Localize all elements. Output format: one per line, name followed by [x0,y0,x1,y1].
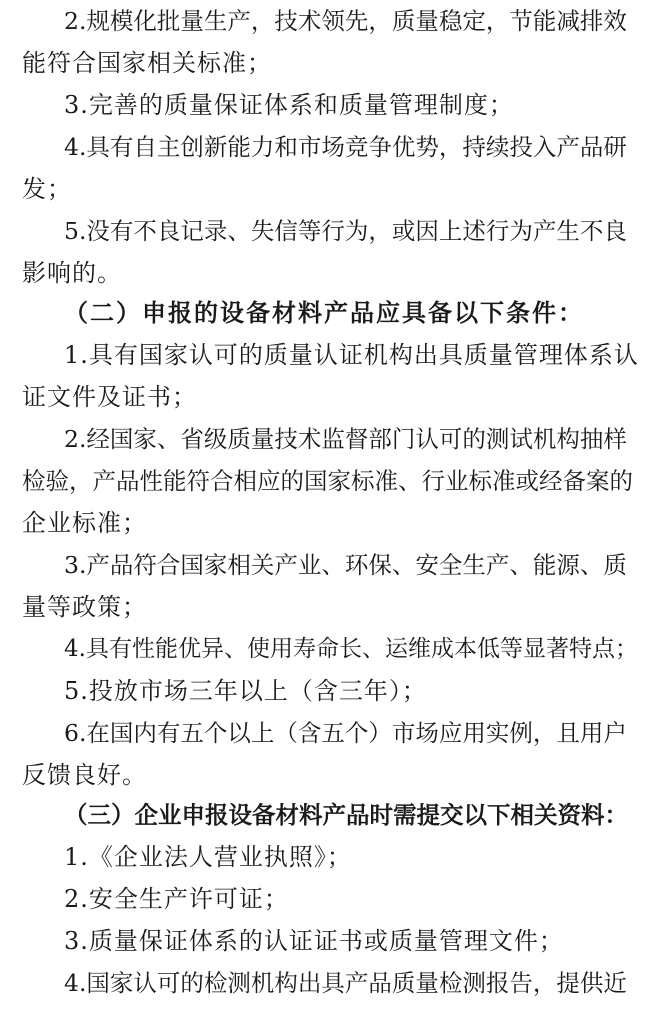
material-4-inspection-report: 4.国家认可的检测机构出具产品质量检测报告，提供近 [64,969,627,997]
cond-3-policy-line-1: 3.产品符合国家相关产业、环保、安全生产、能源、质 [64,551,627,579]
material-2-safety-permit: 2.安全生产许可证； [64,885,289,913]
cond-2-inspection-line-2: 检验，产品性能符合相应的国家标准、行业标准或经备案的 [22,467,633,495]
cond-3-policy-line-2: 量等政策； [22,593,147,621]
cond-6-application-line-2: 反馈良好。 [22,761,147,789]
item-2-scale-production-line-1: 2.规模化批量生产，技术领先，质量稳定，节能减排效 [64,7,627,35]
item-5-no-bad-record-line-1: 5.没有不良记录、失信等行为，或因上述行为产生不良 [64,217,627,245]
item-2-scale-production-line-2: 能符合国家相关标准； [22,49,272,77]
item-4-innovation-line-2: 发； [22,175,72,203]
item-4-innovation-line-1: 4.具有自主创新能力和市场竞争优势，持续投入产品研 [64,133,627,161]
cond-1-certification-line-1: 1.具有国家认可的质量认证机构出具质量管理体系认 [64,341,639,369]
section-heading-2: （二）申报的设备材料产品应具备以下条件： [64,298,584,327]
material-3-quality-cert: 3.质量保证体系的认证证书或质量管理文件； [64,927,564,955]
cond-4-performance: 4.具有性能优异、使用寿命长、运维成本低等显著特点； [64,636,638,662]
cond-6-application-line-1: 6.在国内有五个以上（含五个）市场应用实例，且用户 [64,719,627,747]
section-heading-3: （三）企业申报设备材料产品时需提交以下相关资料： [64,801,628,829]
material-1-business-license: 1.《企业法人营业执照》； [64,843,352,871]
cond-2-inspection-line-3: 企业标准； [22,509,147,537]
cond-5-market-years: 5.投放市场三年以上（含三年）； [64,677,427,705]
item-5-no-bad-record-line-2: 影响的。 [22,259,122,287]
cond-2-inspection-line-1: 2.经国家、省级质量技术监督部门认可的测试机构抽样 [64,425,627,453]
cond-1-certification-line-2: 证文件及证书； [22,383,197,411]
item-3-quality-system: 3.完善的质量保证体系和质量管理制度； [64,91,514,119]
